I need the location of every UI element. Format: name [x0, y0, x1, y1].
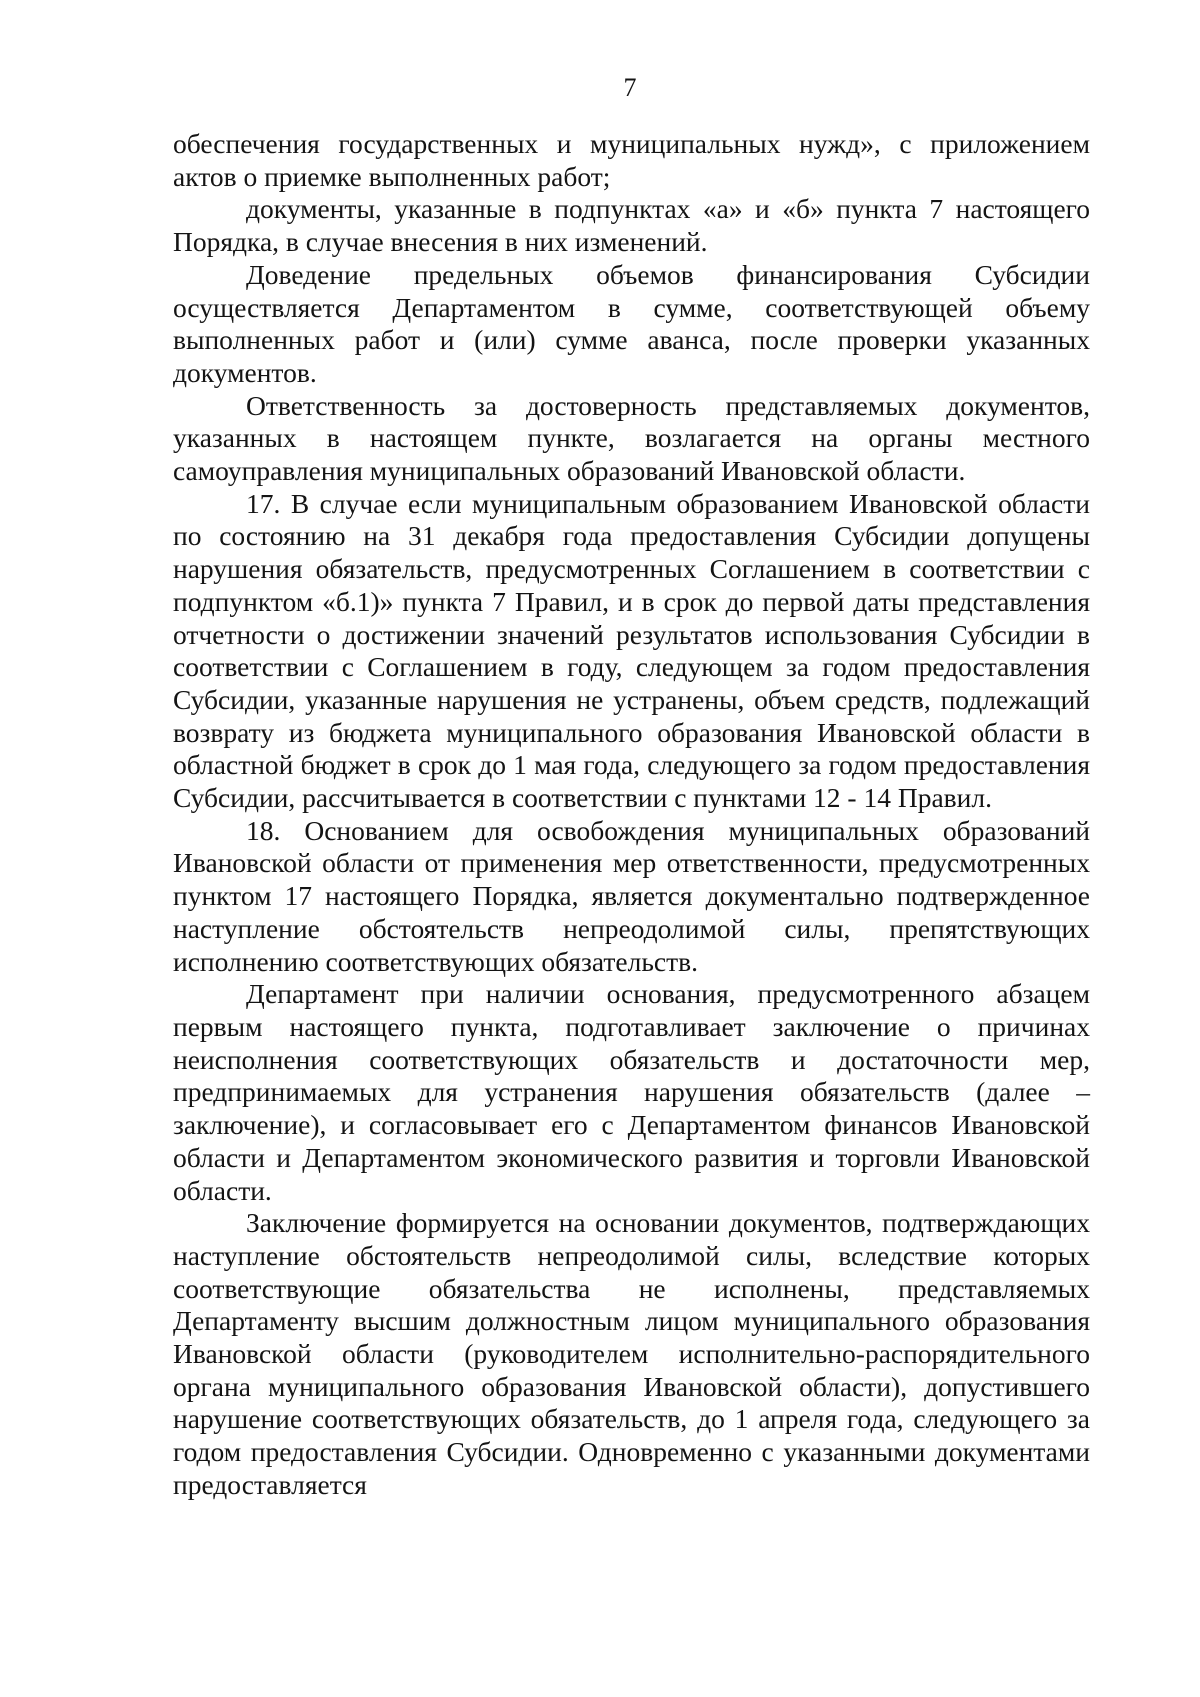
paragraph-item-18: 18. Основанием для освобождения муниципальных образований Ивановской области от применения мер ответственности, предусмотренных пунктом 17 настоящего Порядка, является документально подтвержденное наступление обстоятельств непреодолимой силы, препятствующих исполнению соответствующих обязательств. [173, 814, 1090, 977]
paragraph-department-conclusion: Департамент при наличии основания, предусмотренного абзацем первым настоящего пункта, подготавливает заключение о причинах неисполнения соответствующих обязательств и достаточности мер, предпринимаемых для устранения нарушения обязательств (далее – заключение), и согласовывает его с Департаментом финансов Ивановской области и Департаментом экономического развития и торговли Ивановской области. [173, 978, 1090, 1206]
page-number: 7 [623, 73, 637, 102]
paragraph-conclusion-formation: Заключение формируется на основании документов, подтверждающих наступление обстоятельств непреодолимой силы, вследствие которых соответствующие обязательства не исполнены, представляемых Департаменту высшим должностным лицом муниципального образования Ивановской области (руководителем исполнительно-распорядительного органа муниципального образования Ивановской области), допустившего нарушение соответствующих обязательств, до 1 апреля года, следующего за годом предоставления Субсидии. Одновременно с указанными документами предоставляется [173, 1207, 1090, 1500]
paragraph-funding-limits: Доведение предельных объемов финансирования Субсидии осуществляется Департаментом в сумме, соответствующей объему выполненных работ и (или) сумме аванса, после проверки указанных документов. [173, 258, 1090, 388]
paragraph-documents-list: документы, указанные в подпунктах «а» и «б» пункта 7 настоящего Порядка, в случае внесения в них изменений. [173, 193, 1090, 258]
paragraph-item-17: 17. В случае если муниципальным образованием Ивановской области по состоянию на 31 декабря года предоставления Субсидии допущены нарушения обязательств, предусмотренных Соглашением в соответствии с подпунктом «б.1)» пункта 7 Правил, и в срок до первой даты представления отчетности о достижении значений результатов использования Субсидии в соответствии с Соглашением в году, следующем за годом предоставления Субсидии, указанные нарушения не устранены, объем средств, подлежащий возврату из бюджета муниципального образования Ивановской области в областной бюджет в срок до 1 мая года, следующего за годом предоставления Субсидии, рассчитывается в соответствии с пунктами 12 - 14 Правил. [173, 487, 1090, 814]
paragraph-continuation: обеспечения государственных и муниципальных нужд», с приложением актов о приемке выполненных работ; [173, 128, 1090, 192]
paragraph-responsibility: Ответственность за достоверность представляемых документов, указанных в настоящем пункте, возлагается на органы местного самоуправления муниципальных образований Ивановской области. [173, 389, 1090, 487]
document-body [173, 128, 1090, 1502]
